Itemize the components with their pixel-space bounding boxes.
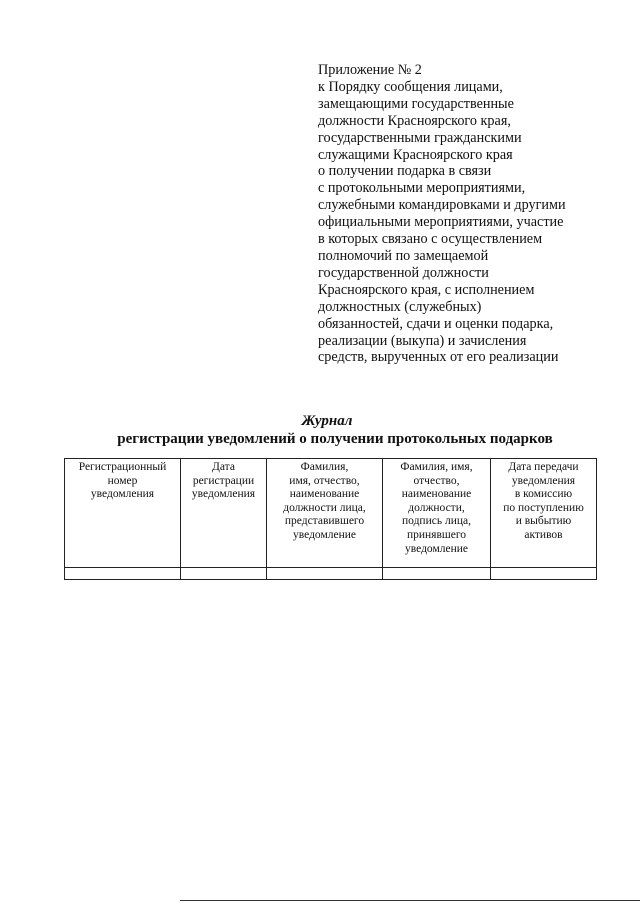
table-cell[interactable]	[267, 568, 383, 580]
appendix-line: Красноярского края, с исполнением	[318, 281, 535, 298]
appendix-note	[318, 62, 618, 366]
column-header-line: Фамилия,	[300, 461, 349, 473]
column-header-line: должности,	[408, 501, 465, 514]
appendix-line: в которых связано с осуществлением	[318, 231, 543, 248]
table-cell[interactable]	[65, 568, 181, 580]
appendix-line: средств, вырученных от его реализации	[318, 349, 559, 366]
column-header-line: уведомления	[511, 474, 576, 487]
appendix-line: государственной должности	[318, 264, 489, 281]
column-header-line: по поступлению	[503, 501, 584, 514]
column-header-line: должности лица,	[283, 501, 366, 514]
column-header-line: подпись лица,	[402, 515, 471, 528]
table-cell[interactable]	[181, 568, 267, 580]
appendix-line: с протокольными мероприятиями,	[318, 180, 526, 197]
column-header-line: наименование	[401, 488, 472, 501]
column-header-line: принявшего	[406, 528, 467, 541]
appendix-line: официальными мероприятиями, участие	[318, 214, 564, 231]
column-header-line: активов	[524, 528, 563, 541]
column-header-line: в комиссию	[514, 488, 573, 501]
bottom-rule	[180, 900, 640, 901]
table-cell[interactable]	[491, 568, 597, 580]
appendix-line: государственными гражданскими	[318, 129, 522, 146]
column-header-line: имя, отчество,	[289, 474, 360, 487]
column-header-line: уведомления	[90, 488, 155, 501]
appendix-line: обязанностей, сдачи и оценки подарка,	[318, 315, 554, 332]
appendix-line: служащими Красноярского края	[318, 146, 513, 163]
appendix-line: о получении подарка в связи	[318, 163, 492, 180]
column-header-line: Регистрационный	[78, 461, 167, 473]
table-cell[interactable]	[383, 568, 491, 580]
appendix-line: к Порядку сообщения лицами,	[318, 78, 503, 95]
journal-subtitle: регистрации уведомлений о получении протокольных подарков	[117, 431, 553, 447]
column-header-line: уведомление	[293, 528, 356, 541]
appendix-line: должности Красноярского края,	[318, 112, 511, 129]
appendix-line: полномочий по замещаемой	[318, 247, 489, 264]
appendix-line: должностных (служебных)	[318, 298, 482, 315]
column-header-line: наименование	[289, 488, 360, 501]
appendix-line: Приложение № 2	[318, 62, 422, 78]
column-header-line: Дата передачи	[508, 461, 579, 473]
column-header	[267, 459, 383, 568]
appendix-line: замещающими государственные	[318, 95, 514, 112]
column-header-line: Фамилия, имя,	[400, 461, 473, 473]
column-header	[181, 459, 267, 568]
column-header-line: номер	[107, 474, 138, 487]
appendix-line: реализации (выкупа) и зачисления	[318, 332, 527, 349]
column-header-line: отчество,	[413, 474, 460, 487]
column-header	[383, 459, 491, 568]
column-header-line: уведомление	[405, 542, 468, 555]
table-header-row	[65, 459, 597, 568]
journal-title: Журнал	[301, 413, 353, 429]
table-row	[65, 568, 597, 580]
column-header-line: и выбытию	[515, 515, 572, 528]
column-header	[491, 459, 597, 568]
column-header	[65, 459, 181, 568]
column-header-line: Дата	[212, 461, 235, 473]
registration-table	[64, 458, 597, 580]
column-header-line: представившего	[284, 515, 365, 528]
appendix-line: служебными командировками и другими	[318, 197, 566, 214]
journal-heading	[0, 412, 640, 448]
column-header-line: уведомления	[191, 488, 256, 501]
column-header-line: регистрации	[192, 474, 255, 487]
